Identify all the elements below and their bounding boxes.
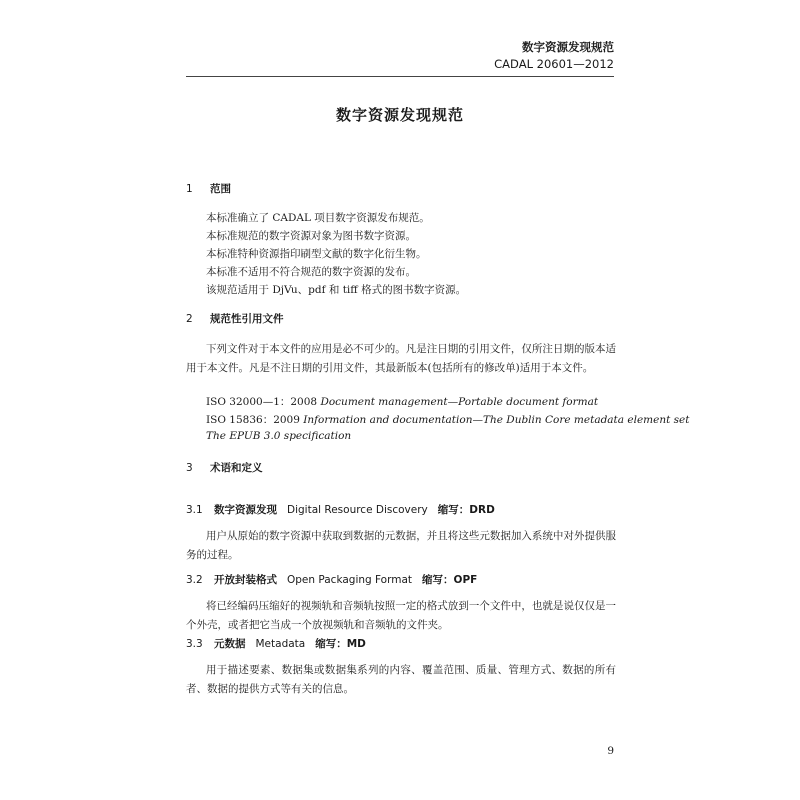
term-number: 3.1: [186, 504, 203, 516]
term-number: 3.2: [186, 574, 203, 586]
term-heading: [186, 572, 477, 587]
document-title: 数字资源发现规范: [335, 106, 464, 124]
reference-item: [206, 430, 351, 442]
term-zh: 开放封装格式: [214, 574, 277, 586]
running-header-code: CADAL 20601—2012: [494, 57, 614, 71]
term-heading: [186, 636, 366, 651]
scope-line: 本标准规范的数字资源对象为图书数字资源。: [206, 230, 416, 242]
term-en: Open Packaging Format: [287, 574, 413, 586]
term-definition: 用于描述要素、数据集或数据集系列的内容、覆盖范围、质量、管理方式、数据的所有者、数据的提供方式等有关的信息。: [186, 664, 616, 695]
reference-title: Information and documentation—The Dublin Core metadata element set: [303, 414, 690, 426]
scope-line: 本标准特种资源指印刷型文献的数字化衍生物。: [206, 248, 427, 260]
reference-code: ISO 15836：2009: [206, 414, 300, 426]
term-zh: 元数据: [214, 638, 246, 650]
section-1-heading: [186, 181, 231, 196]
reference-item: [206, 412, 689, 427]
term-number: 3.3: [186, 638, 203, 650]
section-2-heading: [186, 311, 284, 326]
term-en: Metadata: [255, 638, 306, 650]
section-title: 规范性引用文件: [210, 313, 284, 325]
normative-references-intro: 下列文件对于本文件的应用是必不可少的。凡是注日期的引用文件，仅所注日期的版本适用于本文件。凡是不注日期的引用文件，其最新版本(包括所有的修改单)适用于本文件。: [186, 343, 616, 374]
section-number: 1: [186, 183, 193, 195]
reference-title: Document management—Portable document format: [320, 396, 599, 408]
term-heading: [186, 502, 495, 517]
section-3-heading: [186, 460, 263, 475]
section-number: 3: [186, 462, 193, 474]
reference-code: ISO 32000—1：2008: [206, 396, 318, 408]
term-abbr: 缩写：DRD: [437, 504, 495, 516]
term-definition: 用户从原始的数字资源中获取到数据的元数据，并且将这些元数据加入系统中对外提供服务的过程。: [186, 530, 616, 561]
reference-item: [206, 394, 598, 409]
scope-line: 本标准不适用不符合规范的数字资源的发布。: [206, 266, 416, 278]
running-header-title: 数字资源发现规范: [522, 40, 614, 54]
page-number: 9: [607, 745, 614, 757]
term-zh: 数字资源发现: [214, 504, 277, 516]
section-number: 2: [186, 313, 193, 325]
term-definition: 将已经编码压缩好的视频轨和音频轨按照一定的格式放到一个文件中，也就是说仅仅是一个外壳，或者把它当成一个放视频轨和音频轨的文件夹。: [186, 600, 616, 631]
header-rule: [186, 76, 614, 77]
scope-line: 本标准确立了 CADAL 项目数字资源发布规范。: [206, 212, 430, 224]
term-abbr: 缩写：OPF: [422, 574, 478, 586]
term-en: Digital Resource Discovery: [287, 504, 428, 516]
reference-title: The EPUB 3.0 specification: [206, 430, 352, 442]
section-title: 术语和定义: [210, 462, 263, 474]
section-title: 范围: [210, 183, 231, 195]
scope-line: 该规范适用于 DjVu、pdf 和 tiff 格式的图书数字资源。: [206, 284, 467, 296]
term-abbr: 缩写：MD: [315, 638, 366, 650]
